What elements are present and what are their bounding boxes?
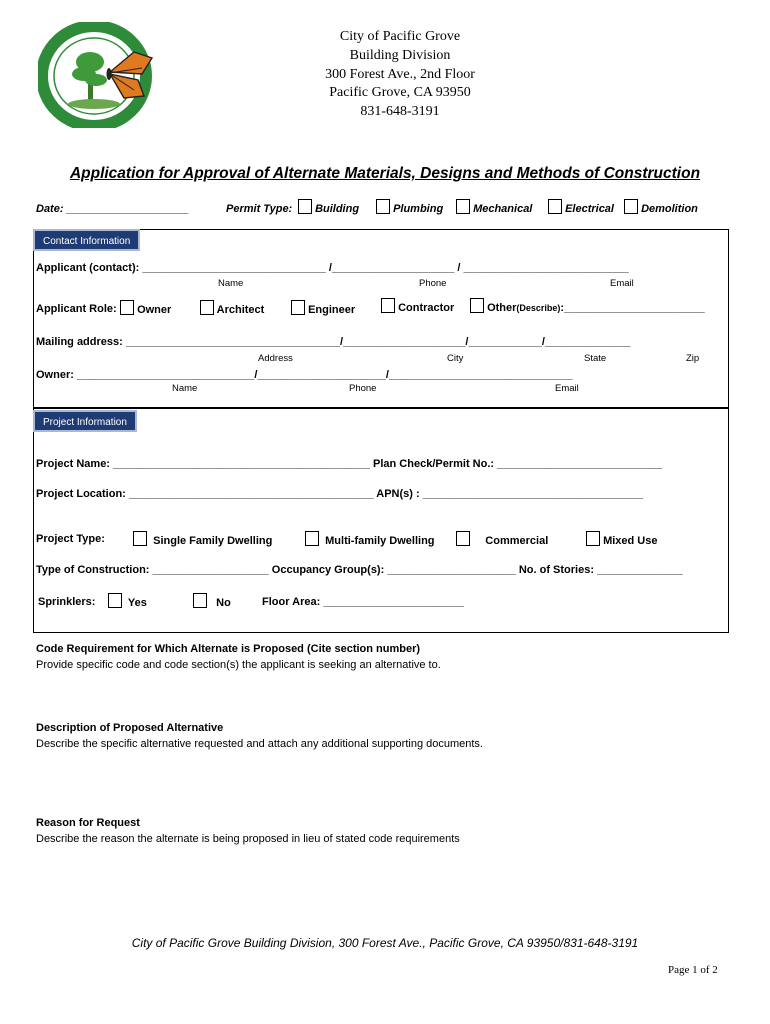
permit-option-electrical[interactable] (548, 199, 614, 215)
sprinkler-option-no[interactable] (193, 593, 231, 609)
option-label: Demolition (641, 203, 698, 215)
option-label: Commercial (485, 535, 549, 547)
header-line-1: City of Pacific Grove (339, 29, 461, 44)
proposed-alternative-instructions: Describe the specific alternative requested and attach any additional supporting documents. (36, 738, 483, 750)
page-number: Page 1 of 2 (668, 964, 718, 976)
project-information-heading: Project Information (33, 410, 137, 432)
checkbox[interactable] (291, 300, 305, 315)
owner-name-sublabel: Name (172, 383, 198, 394)
floor-area-field[interactable]: Floor Area: _______________________ (262, 596, 465, 608)
option-label: Contractor (398, 302, 455, 314)
option-label: Electrical (565, 203, 614, 215)
checkbox[interactable] (624, 199, 638, 214)
project-type-mixed-use[interactable] (586, 531, 657, 547)
option-label: Multi-family Dwelling (325, 535, 435, 547)
owner-field[interactable]: Owner: _____________________________/_____________________/______________________________ (36, 369, 573, 381)
other-describe-hint: (Describe) (516, 303, 561, 313)
checkbox[interactable] (193, 593, 207, 608)
checkbox[interactable] (133, 531, 147, 546)
project-location-field[interactable]: Project Location: ________________________________________ APN(s) : ____________________________________ (36, 488, 643, 500)
mailing-address-field[interactable]: Mailing address: ___________________________________/____________________/____________/______________ (36, 336, 631, 348)
reason-heading: Reason for Request (36, 817, 140, 829)
project-type-single-family[interactable] (133, 531, 272, 547)
applicant-name-sublabel: Name (218, 278, 244, 289)
checkbox[interactable] (200, 300, 214, 315)
option-label: Other (487, 302, 517, 314)
mailing-city-sublabel: City (447, 353, 464, 364)
project-type-commercial[interactable] (456, 531, 548, 547)
owner-email-sublabel: Email (555, 383, 579, 394)
reason-instructions: Describe the reason the alternate is being proposed in lieu of stated code requirements (36, 833, 460, 845)
option-label: Yes (127, 597, 147, 609)
option-label: Architect (216, 304, 265, 316)
date-field[interactable]: Date: ____________________ (36, 203, 189, 215)
construction-occupancy-field[interactable]: Type of Construction: ___________________ Occupancy Group(s): _____________________ No. of Stories: ______________ (36, 564, 683, 576)
permit-option-building[interactable] (298, 199, 359, 215)
contact-information-heading: Contact Information (33, 229, 140, 251)
mailing-address-sublabel: Address (258, 353, 293, 364)
sprinklers-label: Sprinklers: (38, 596, 96, 608)
project-type-multi-family[interactable] (305, 531, 435, 547)
applicant-role-label: Applicant Role: (36, 303, 117, 315)
role-option-architect[interactable] (200, 300, 264, 316)
header-line-2: Building Division (349, 48, 451, 63)
applicant-email-sublabel: Email (610, 278, 634, 289)
role-option-other[interactable] (470, 298, 705, 314)
checkbox[interactable] (108, 593, 122, 608)
checkbox[interactable] (305, 531, 319, 546)
header-line-5: 831-648-3191 (360, 104, 440, 119)
role-option-engineer[interactable] (291, 300, 355, 316)
checkbox[interactable] (470, 298, 484, 313)
option-label: Building (315, 203, 360, 215)
contact-information-box (33, 229, 729, 408)
checkbox[interactable] (120, 300, 134, 315)
project-name-field[interactable]: Project Name: __________________________________________ Plan Check/Permit No.: ___________________________ (36, 458, 663, 470)
checkbox[interactable] (298, 199, 312, 214)
option-label: Mechanical (473, 203, 533, 215)
checkbox[interactable] (456, 531, 470, 546)
sprinkler-option-yes[interactable] (108, 593, 147, 609)
project-type-label: Project Type: (36, 533, 105, 545)
checkbox[interactable] (548, 199, 562, 214)
mailing-state-sublabel: State (584, 353, 607, 364)
permit-option-plumbing[interactable] (376, 199, 443, 215)
permit-option-mechanical[interactable] (456, 199, 532, 215)
checkbox[interactable] (376, 199, 390, 214)
checkbox[interactable] (381, 298, 395, 313)
permit-type-label: Permit Type: (226, 203, 293, 215)
option-label: Plumbing (393, 203, 444, 215)
role-option-owner[interactable] (120, 300, 171, 316)
option-label: No (216, 597, 231, 609)
checkbox[interactable] (456, 199, 470, 214)
option-label: Engineer (308, 304, 356, 316)
footer-address: City of Pacific Grove Building Division, 300 Forest Ave., Pacific Grove, CA 93950/831-648-3191 (131, 936, 639, 950)
option-label: Mixed Use (603, 535, 658, 547)
header-line-4: Pacific Grove, CA 93950 (329, 85, 471, 100)
page-title: Application for Approval of Alternate Materials, Designs and Methods of Construction (69, 165, 701, 182)
code-requirement-heading: Code Requirement for Which Alternate is Proposed (Cite section number) (36, 643, 421, 655)
other-describe-field[interactable]: :_______________________ (560, 302, 705, 314)
checkbox[interactable] (586, 531, 600, 546)
permit-option-demolition[interactable] (624, 199, 698, 215)
applicant-contact-field[interactable]: Applicant (contact): ______________________________ /____________________ / ___________________________ (36, 262, 629, 274)
owner-phone-sublabel: Phone (349, 383, 377, 394)
proposed-alternative-heading: Description of Proposed Alternative (36, 722, 224, 734)
code-requirement-instructions: Provide specific code and code section(s) the applicant is seeking an alternative to. (36, 659, 441, 671)
option-label: Owner (137, 304, 172, 316)
role-option-contractor[interactable] (381, 298, 454, 314)
mailing-zip-sublabel: Zip (686, 353, 700, 364)
option-label: Single Family Dwelling (153, 535, 273, 547)
applicant-phone-sublabel: Phone (419, 278, 447, 289)
header-line-3: 300 Forest Ave., 2nd Floor (325, 67, 475, 82)
